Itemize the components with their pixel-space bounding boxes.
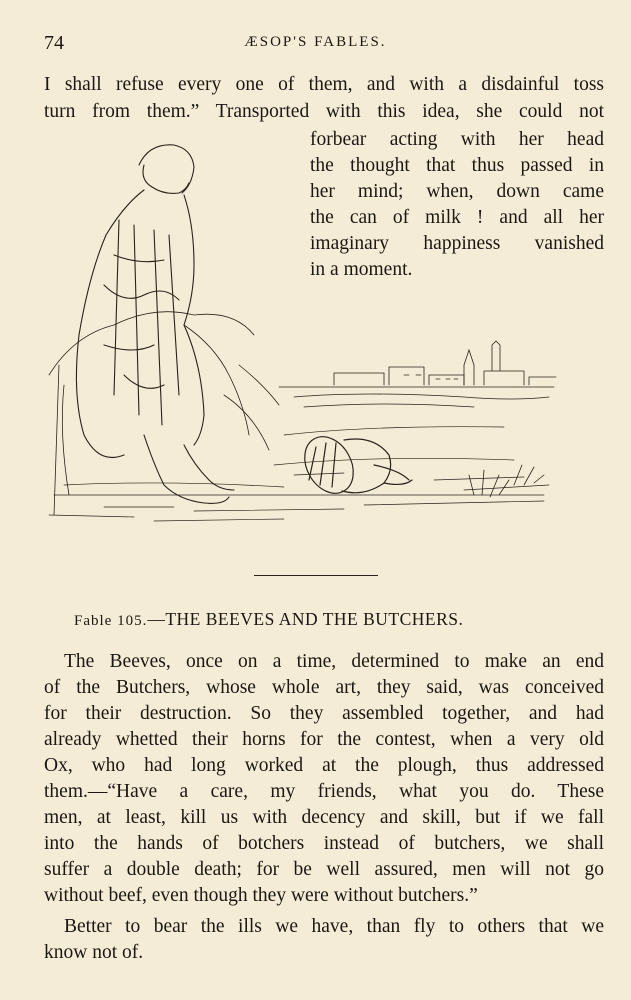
running-head: ÆSOP'S FABLES. [244,34,387,50]
page-number: 74 [44,32,64,54]
grass-right [469,465,544,497]
woman-figure [76,145,234,504]
fable-line-6: them.—“Have a care, my friends, what you do. These [44,781,604,802]
milk-can [295,428,412,502]
right-line-4: the can of milk ! and all her [310,207,604,228]
fable-line-1: The Beeves, once on a time, determined to make an end [64,651,604,672]
right-line-2: the thought that thus passed in [310,155,604,176]
fable-line-3: for their destruction. So they assembled together, and had [44,703,604,724]
fable-line-7: men, at least, kill us with decency and skill, but if we fall [44,807,604,828]
ground-hatching [49,427,549,521]
right-line-6: in a moment. [310,259,413,280]
fable-line-5: Ox, who had long worked at the plough, thus addressed [44,755,604,776]
distant-town [279,341,556,407]
right-line-5: imaginary happiness vanished [310,233,604,254]
fable-title [74,609,574,630]
section-rule [254,575,378,576]
right-line-3: her mind; when, down came [310,181,604,202]
moral-line-1: Better to bear the ills we have, than fly to others that we [64,916,604,937]
fable-line-4: already whetted their horns for the contest, when a very old [44,729,604,750]
fable-heading: —THE BEEVES AND THE BUTCHERS. [147,609,464,629]
top-line-1: I shall refuse every one of them, and with a disdainful toss [44,74,604,95]
fable-label: Fable 105. [74,613,148,629]
fable-line-9: suffer a double death; for be well assured, men will not go [44,859,604,880]
moral-line-2: know not of. [44,942,144,963]
right-line-1: forbear acting with her head [310,129,604,150]
milkmaid-illustration [44,135,562,527]
top-line-2: turn from them.” Transported with this idea, she could not [44,101,604,122]
fable-line-2: of the Butchers, whose whole art, they said, was conceived [44,677,604,698]
fable-line-10: without beef, even though they were without butchers.” [44,885,478,906]
fable-line-8: into the hands of botchers instead of butchers, we shall [44,833,604,854]
